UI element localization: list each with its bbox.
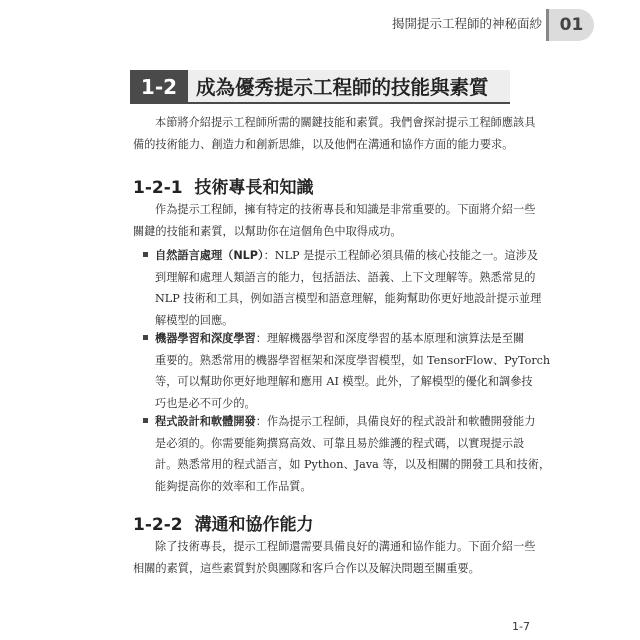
bullet-nlp-line-4: 解模型的回應。 [155, 313, 234, 327]
section-title: 成為優秀提示工程師的技能與素質 [196, 76, 489, 99]
bullet-programming-line-4: 能夠提高你的效率和工作品質。 [155, 479, 312, 493]
bullet-programming-line-3: 計。熟悉常用的程式語言，如 Python、Java 等，以及相關的開發工具和技術， [155, 458, 551, 471]
section-intro-line-1: 本節將介紹提示工程師所需的關鍵技能和素質。我們會探討提示工程師應該具 [155, 116, 536, 129]
subsection-intro-1-line-1: 作為提示工程師，擁有特定的技術專長和知識是非常重要的。下面將介紹一些 [155, 203, 536, 216]
bullet-ml-line-2: 重要的。熟悉常用的機器學習框架和深度學習模型，如 TensorFlow、PyTorch [155, 353, 551, 367]
bullet-nlp-text [155, 245, 542, 331]
bullet-square-icon [143, 335, 148, 340]
chapter-badge: 01 [546, 9, 594, 41]
bullet-square-icon [143, 252, 148, 257]
bullet-ml-text [155, 328, 551, 414]
bullet-ml-term: 機器學習和深度學習 [155, 332, 256, 345]
subsection-number-1: 1-2-1 [133, 178, 183, 198]
bullet-programming-term: 程式設計和軟體開發 [155, 415, 256, 428]
bullet-programming-text [155, 411, 551, 497]
bullet-programming-line-1: ：作為提示工程師，具備良好的程式設計和軟體開發能力 [255, 415, 536, 428]
subsection-title-2: 溝通和協作能力 [194, 515, 314, 535]
subsection-number-2: 1-2-2 [133, 515, 183, 535]
bullet-nlp-line-1: ：NLP 是提示工程師必須具備的核心技能之一。這涉及 [263, 249, 539, 262]
subsection-intro-2-line-1: 除了技術專長，提示工程師還需要具備良好的溝通和協作能力。下面介紹一些 [155, 540, 536, 553]
section-intro [133, 112, 536, 156]
section-title-box [188, 70, 510, 104]
running-header: 揭開提示工程師的神秘面紗 [391, 16, 542, 31]
bullet-programming-line-2: 是必須的。你需要能夠撰寫高效、可靠且易於維護的程式碼，以實現提示設 [155, 436, 525, 450]
page-number: 1-7 [512, 620, 530, 633]
section-intro-line-2: 備的技術能力、創造力和創新思維，以及他們在溝通和協作方面的能力要求。 [133, 138, 514, 151]
bullet-ml-line-1: ：理解機器學習和深度學習的基本原理和演算法是至關 [255, 332, 525, 345]
subsection-intro-2-line-2: 相關的素質，這些素質對於與團隊和客戶合作以及解決問題至關重要。 [133, 562, 480, 575]
subsection-heading-1 [133, 173, 313, 198]
bullet-nlp-line-3: NLP 技術和工具，例如語言模型和語意理解，能夠幫助你更好地設計提示並理 [155, 292, 542, 305]
bullet-nlp-term: 自然語言處理（NLP） [155, 249, 264, 262]
subsection-intro-2 [133, 536, 536, 580]
subsection-title-1: 技術專長和知識 [194, 178, 314, 198]
bullet-square-icon [143, 418, 148, 423]
bullet-ml-line-3: 等，可以幫助你更好地理解和應用 AI 模型。此外，了解模型的優化和調參技 [155, 375, 533, 388]
section-number: 1-2 [130, 70, 188, 104]
subsection-intro-1 [133, 199, 536, 243]
subsection-intro-1-line-2: 關鍵的技能和素質，以幫助你在這個角色中取得成功。 [133, 225, 402, 238]
bullet-nlp-line-2: 到理解和處理人類語言的能力，包括語法、語義、上下文理解等。熟悉常見的 [155, 270, 536, 284]
bullet-ml-line-4: 巧也是必不可少的。 [155, 396, 256, 410]
subsection-heading-2 [133, 510, 313, 535]
section-banner [130, 70, 510, 104]
